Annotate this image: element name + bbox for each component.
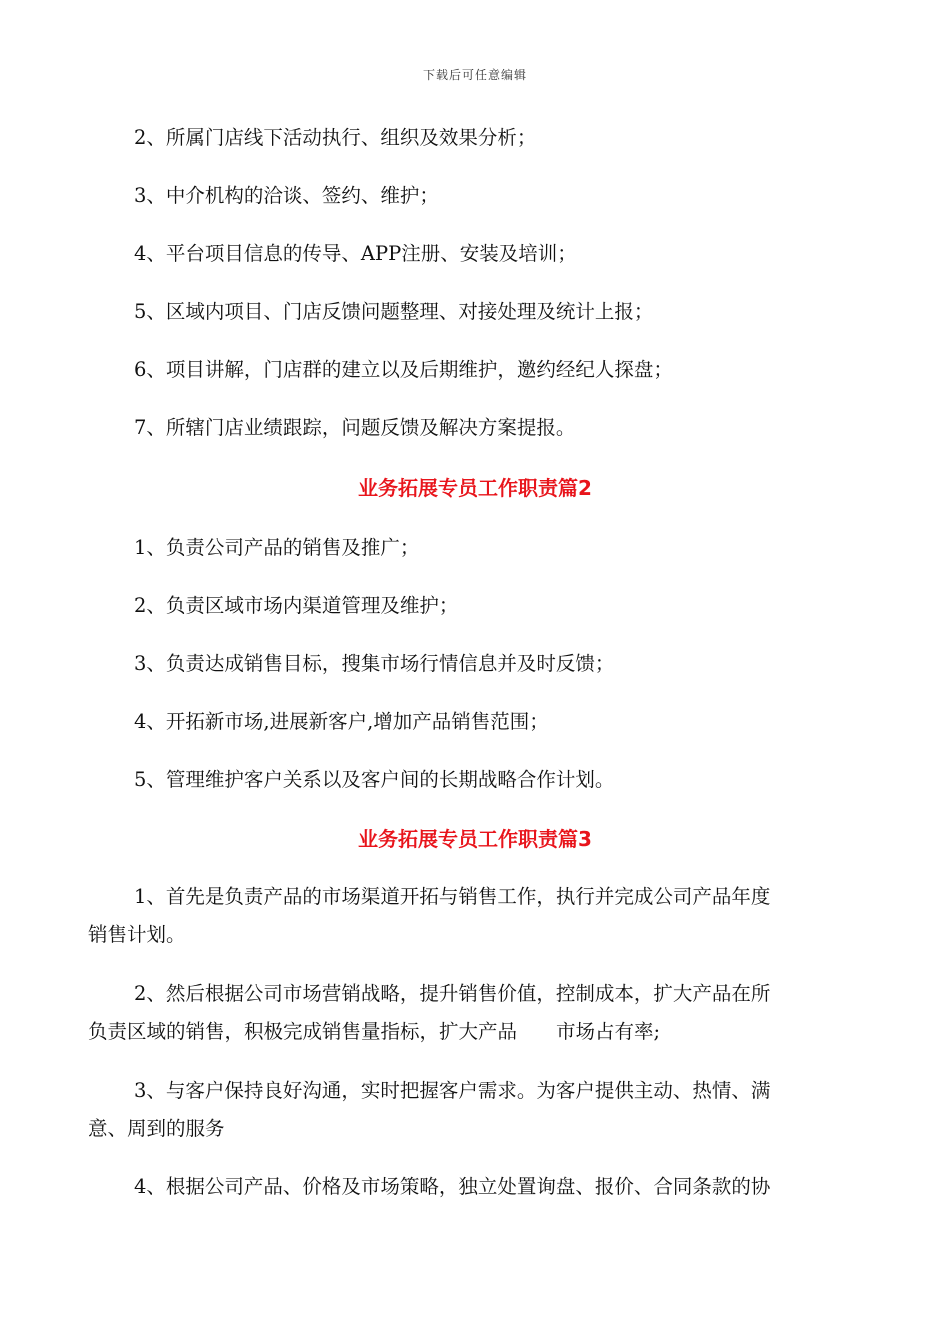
section-heading: 业务拓展专员工作职责篇2	[358, 476, 592, 500]
list-item: 6、项目讲解，门店群的建立以及后期维护，邀约经纪人探盘；	[134, 358, 673, 381]
page-header: 下载后可任意编辑	[422, 68, 527, 82]
list-item: 5、区域内项目、门店反馈问题整理、对接处理及统计上报；	[134, 300, 654, 323]
list-item: 3、中介机构的洽谈、签约、维护；	[134, 184, 439, 207]
paragraph-line: 销售计划。	[88, 923, 186, 946]
list-item: 1、负责公司产品的销售及推广；	[134, 536, 420, 559]
paragraph-line: 3、与客户保持良好沟通，实时把握客户需求。为客户提供主动、热情、满	[134, 1079, 771, 1102]
list-item: 2、负责区域市场内渠道管理及维护；	[134, 594, 459, 617]
paragraph-line: 负责区域的销售，积极完成销售量指标，扩大产品 市场占有率;	[88, 1020, 661, 1043]
list-item: 4、平台项目信息的传导、APP注册、安装及培训；	[134, 242, 577, 265]
paragraph-line: 2、然后根据公司市场营销战略，提升销售价值，控制成本，扩大产品在所	[134, 982, 771, 1005]
section-heading: 业务拓展专员工作职责篇3	[358, 827, 592, 851]
list-item: 3、负责达成销售目标，搜集市场行情信息并及时反馈；	[134, 652, 615, 675]
paragraph-line: 意、周到的服务	[88, 1117, 225, 1140]
list-item: 5、管理维护客户关系以及客户间的长期战略合作计划。	[134, 768, 615, 791]
list-item: 7、所辖门店业绩跟踪，问题反馈及解决方案提报。	[134, 416, 576, 439]
list-item: 2、所属门店线下活动执行、组织及效果分析；	[134, 126, 537, 149]
list-item: 4、开拓新市场,进展新客户,增加产品销售范围；	[134, 710, 549, 733]
paragraph-line: 1、首先是负责产品的市场渠道开拓与销售工作，执行并完成公司产品年度	[134, 885, 771, 908]
paragraph-line: 4、根据公司产品、价格及市场策略，独立处置询盘、报价、合同条款的协	[134, 1175, 771, 1198]
